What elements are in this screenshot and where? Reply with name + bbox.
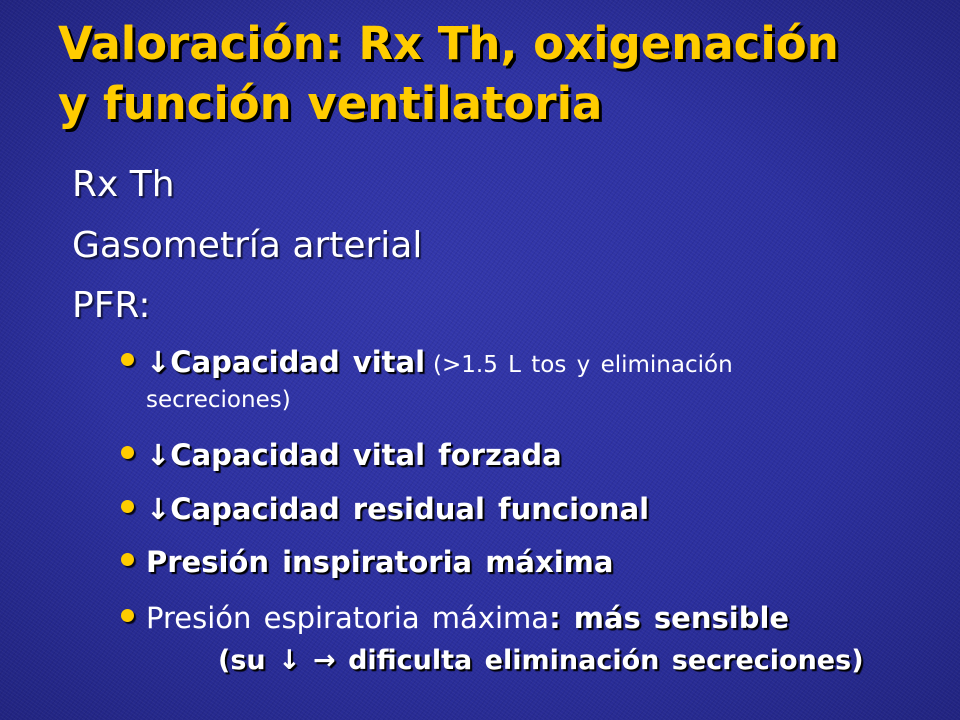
bullet-label-bold: ↓Capacidad vital forzada [146, 438, 562, 472]
bullet-dot-icon [121, 500, 134, 513]
list-item-gasometria: Gasometría arterial [72, 225, 423, 266]
pfr-bullet [146, 601, 789, 636]
pfr-bullet [146, 345, 786, 415]
bullet-dot-icon [121, 553, 134, 566]
slide-title [58, 14, 839, 134]
pfr-bullet [146, 545, 613, 580]
list-item-pfr: PFR: [72, 285, 151, 326]
bullet-label: Presión espiratoria máxima [146, 601, 550, 635]
bullet-dot-icon [121, 446, 134, 459]
bullet-dot-icon [121, 609, 134, 622]
pfr-bullet [146, 492, 649, 527]
slide-title-line: y función ventilatoria [58, 77, 603, 130]
bullet-note: (>1.5 L tos y eliminación secreciones) [146, 352, 733, 413]
pfr-bullet [146, 438, 562, 473]
list-item-rx-th: Rx Th [72, 164, 175, 205]
bullet-label-bold: : más sensible [549, 601, 790, 635]
bullet-dot-icon [121, 353, 134, 366]
slide-title-line: Valoración: Rx Th, oxigenación [58, 17, 839, 70]
bullet-label-bold: Presión inspiratoria máxima [146, 545, 614, 579]
bullet-label-bold: ↓Capacidad residual funcional [146, 492, 650, 526]
bullet-label-bold: ↓Capacidad vital [146, 345, 426, 379]
bullet-continuation: (su ↓ → dificulta eliminación secreciones) [218, 645, 864, 676]
